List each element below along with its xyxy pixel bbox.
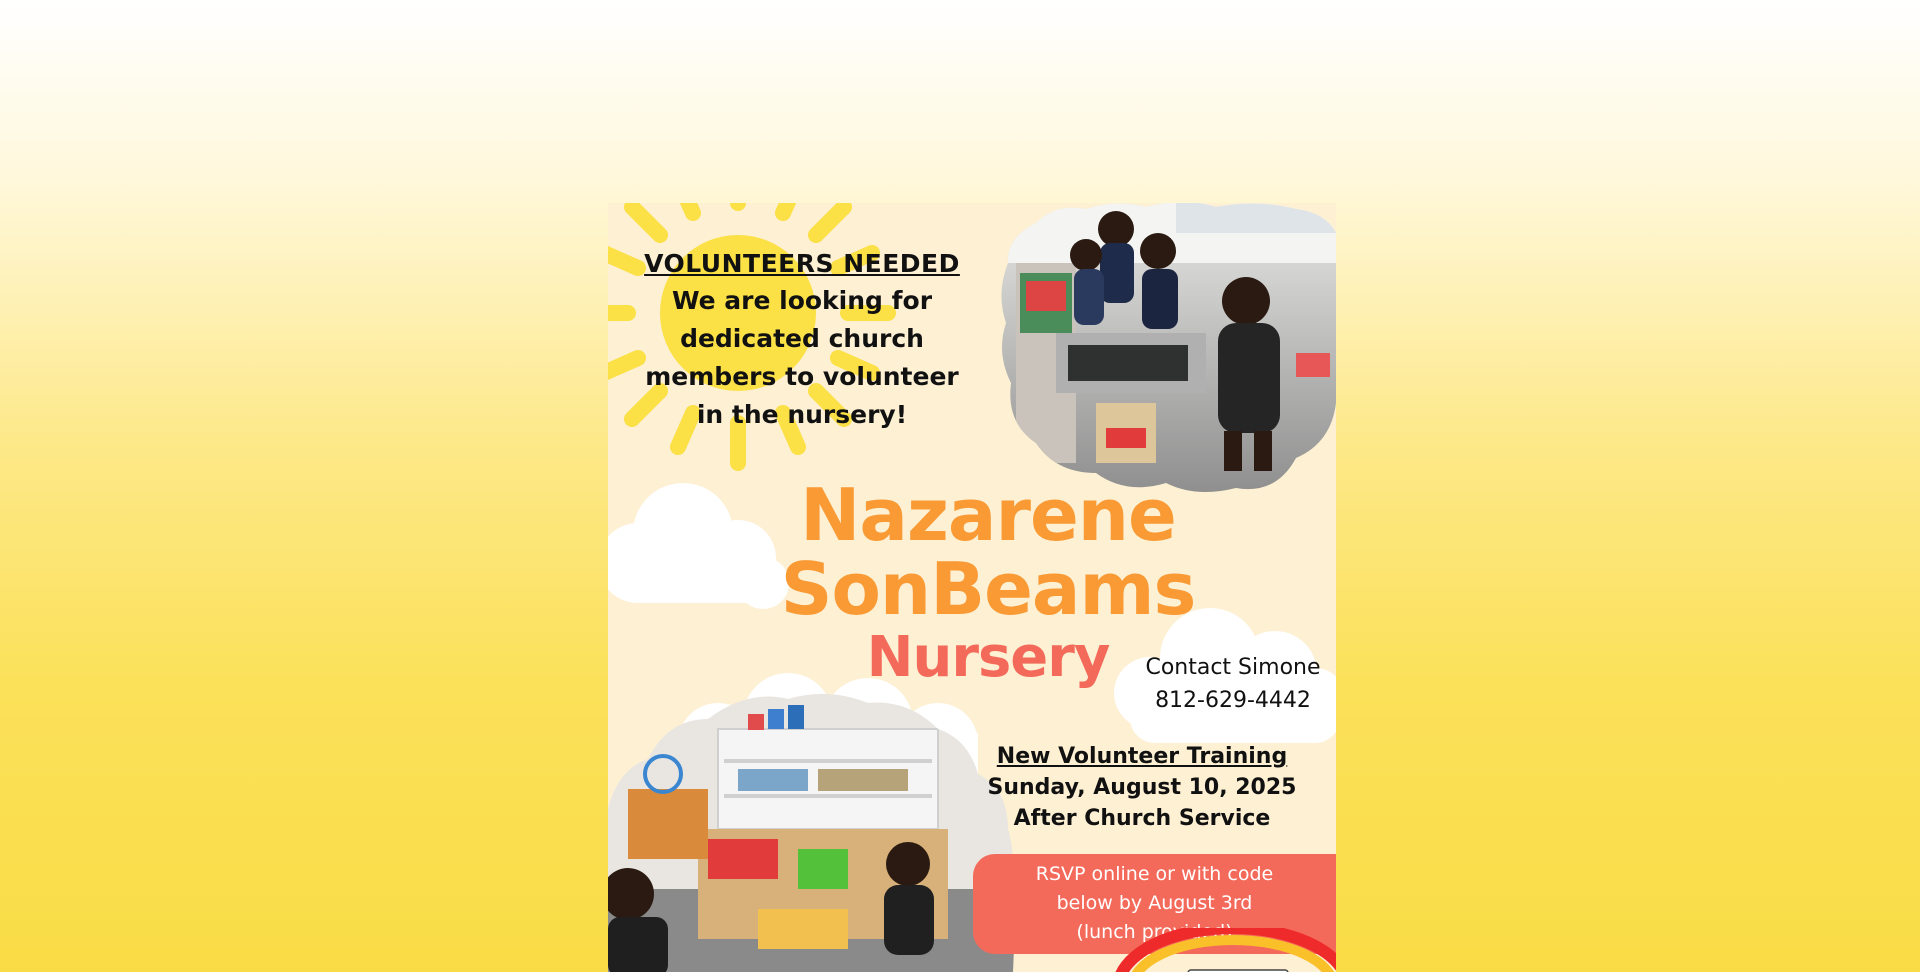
training-block <box>970 741 1314 834</box>
training-date: Sunday, August 10, 2025 <box>987 775 1297 800</box>
training-time: After Church Service <box>1013 806 1271 831</box>
rsvp-line: RSVP online or with code <box>1035 863 1274 885</box>
rsvp-line: below by August 3rd <box>1056 892 1253 914</box>
volunteer-heading: VOLUNTEERS NEEDED <box>644 249 960 278</box>
nursery-room-photo <box>608 689 1028 972</box>
volunteer-line: members to volunteer <box>645 362 959 391</box>
training-heading: New Volunteer Training <box>996 744 1288 769</box>
volunteer-line: We are looking for <box>671 286 933 315</box>
volunteer-body <box>626 282 978 434</box>
rainbow-graphic <box>1108 928 1336 972</box>
title-line-sonbeams: SonBeams <box>780 547 1196 631</box>
nursery-flyer <box>608 203 1336 972</box>
volunteer-text-block <box>626 249 978 434</box>
children-playing-photo <box>996 203 1336 495</box>
contact-name: Contact Simone <box>1145 655 1321 680</box>
volunteer-line: dedicated church <box>680 324 924 353</box>
rsvp-line: (lunch provided) <box>1076 921 1233 943</box>
title-line-nazarene: Nazarene <box>800 473 1176 557</box>
contact-block <box>1128 651 1336 717</box>
title-line-nursery: Nursery <box>866 625 1110 690</box>
contact-phone: 812-629-4442 <box>1155 688 1311 713</box>
volunteer-line: in the nursery! <box>696 400 908 429</box>
